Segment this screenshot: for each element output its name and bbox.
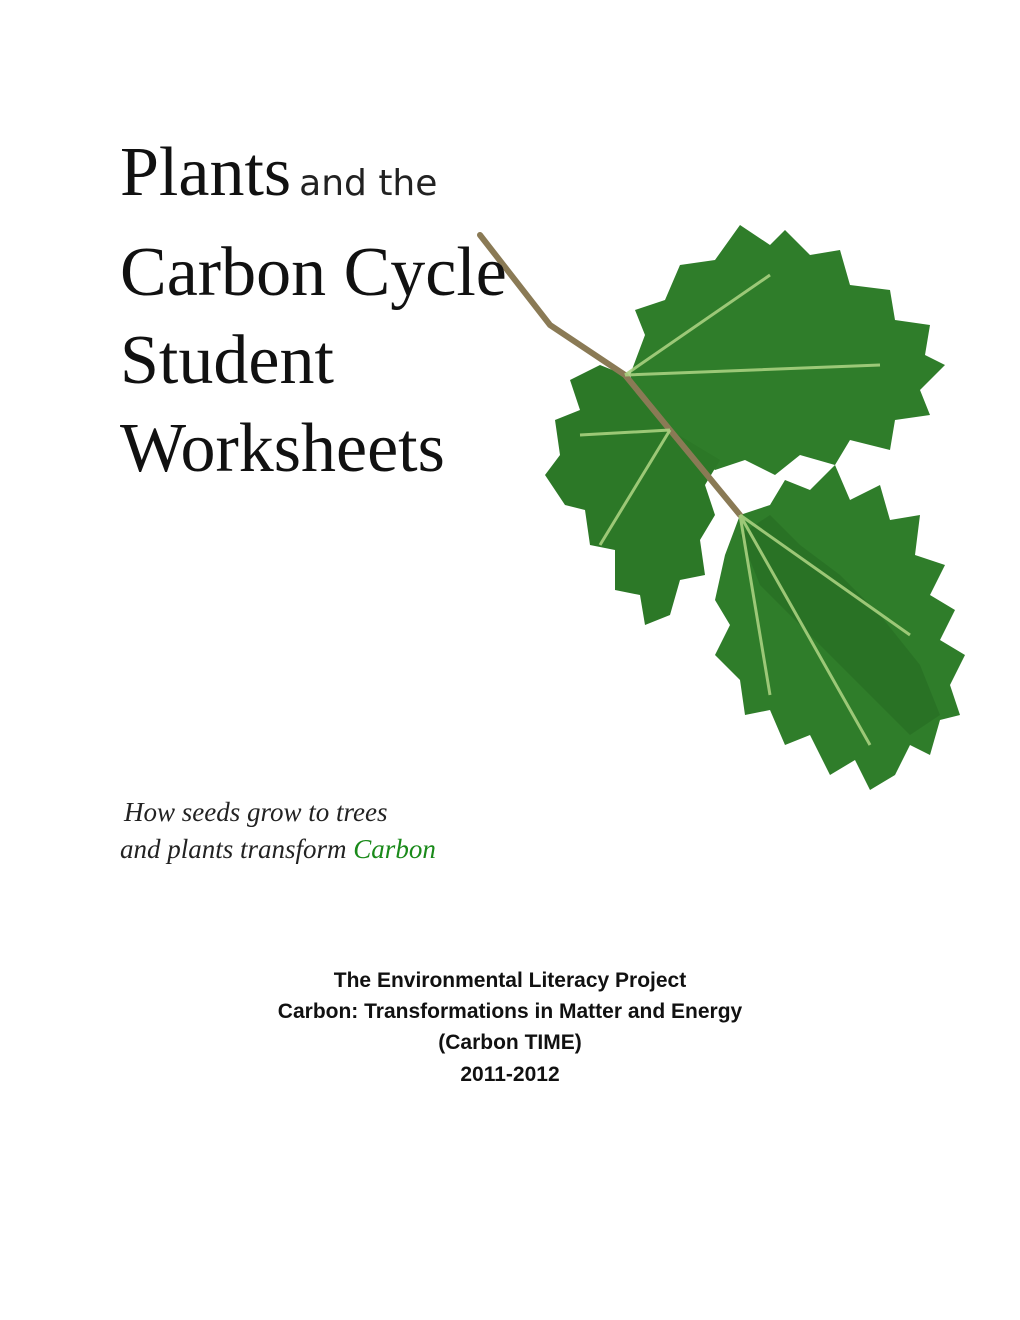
leaf-illustration	[440, 215, 970, 795]
title-line-3: Student	[120, 322, 334, 399]
title-line-1	[120, 134, 438, 211]
subtitle-line-1: How seeds grow to trees	[124, 797, 388, 827]
title-small-text: and the	[299, 163, 438, 204]
credit-acronym: (Carbon TIME)	[438, 1031, 582, 1054]
credit-project: The Environmental Literacy Project	[333, 969, 687, 992]
subtitle-accent-carbon: Carbon	[353, 834, 436, 864]
credit-program: Carbon: Transformations in Matter and Energy	[277, 1000, 743, 1023]
title-word-plants: Plants	[120, 134, 292, 211]
subtitle-line-2	[120, 834, 436, 865]
subtitle-prefix: and plants transform	[120, 834, 347, 864]
credit-year: 2011-2012	[460, 1063, 560, 1086]
leaf-group	[480, 225, 965, 790]
title-line-2: Carbon Cycle	[120, 234, 507, 311]
title-line-4: Worksheets	[120, 410, 445, 487]
